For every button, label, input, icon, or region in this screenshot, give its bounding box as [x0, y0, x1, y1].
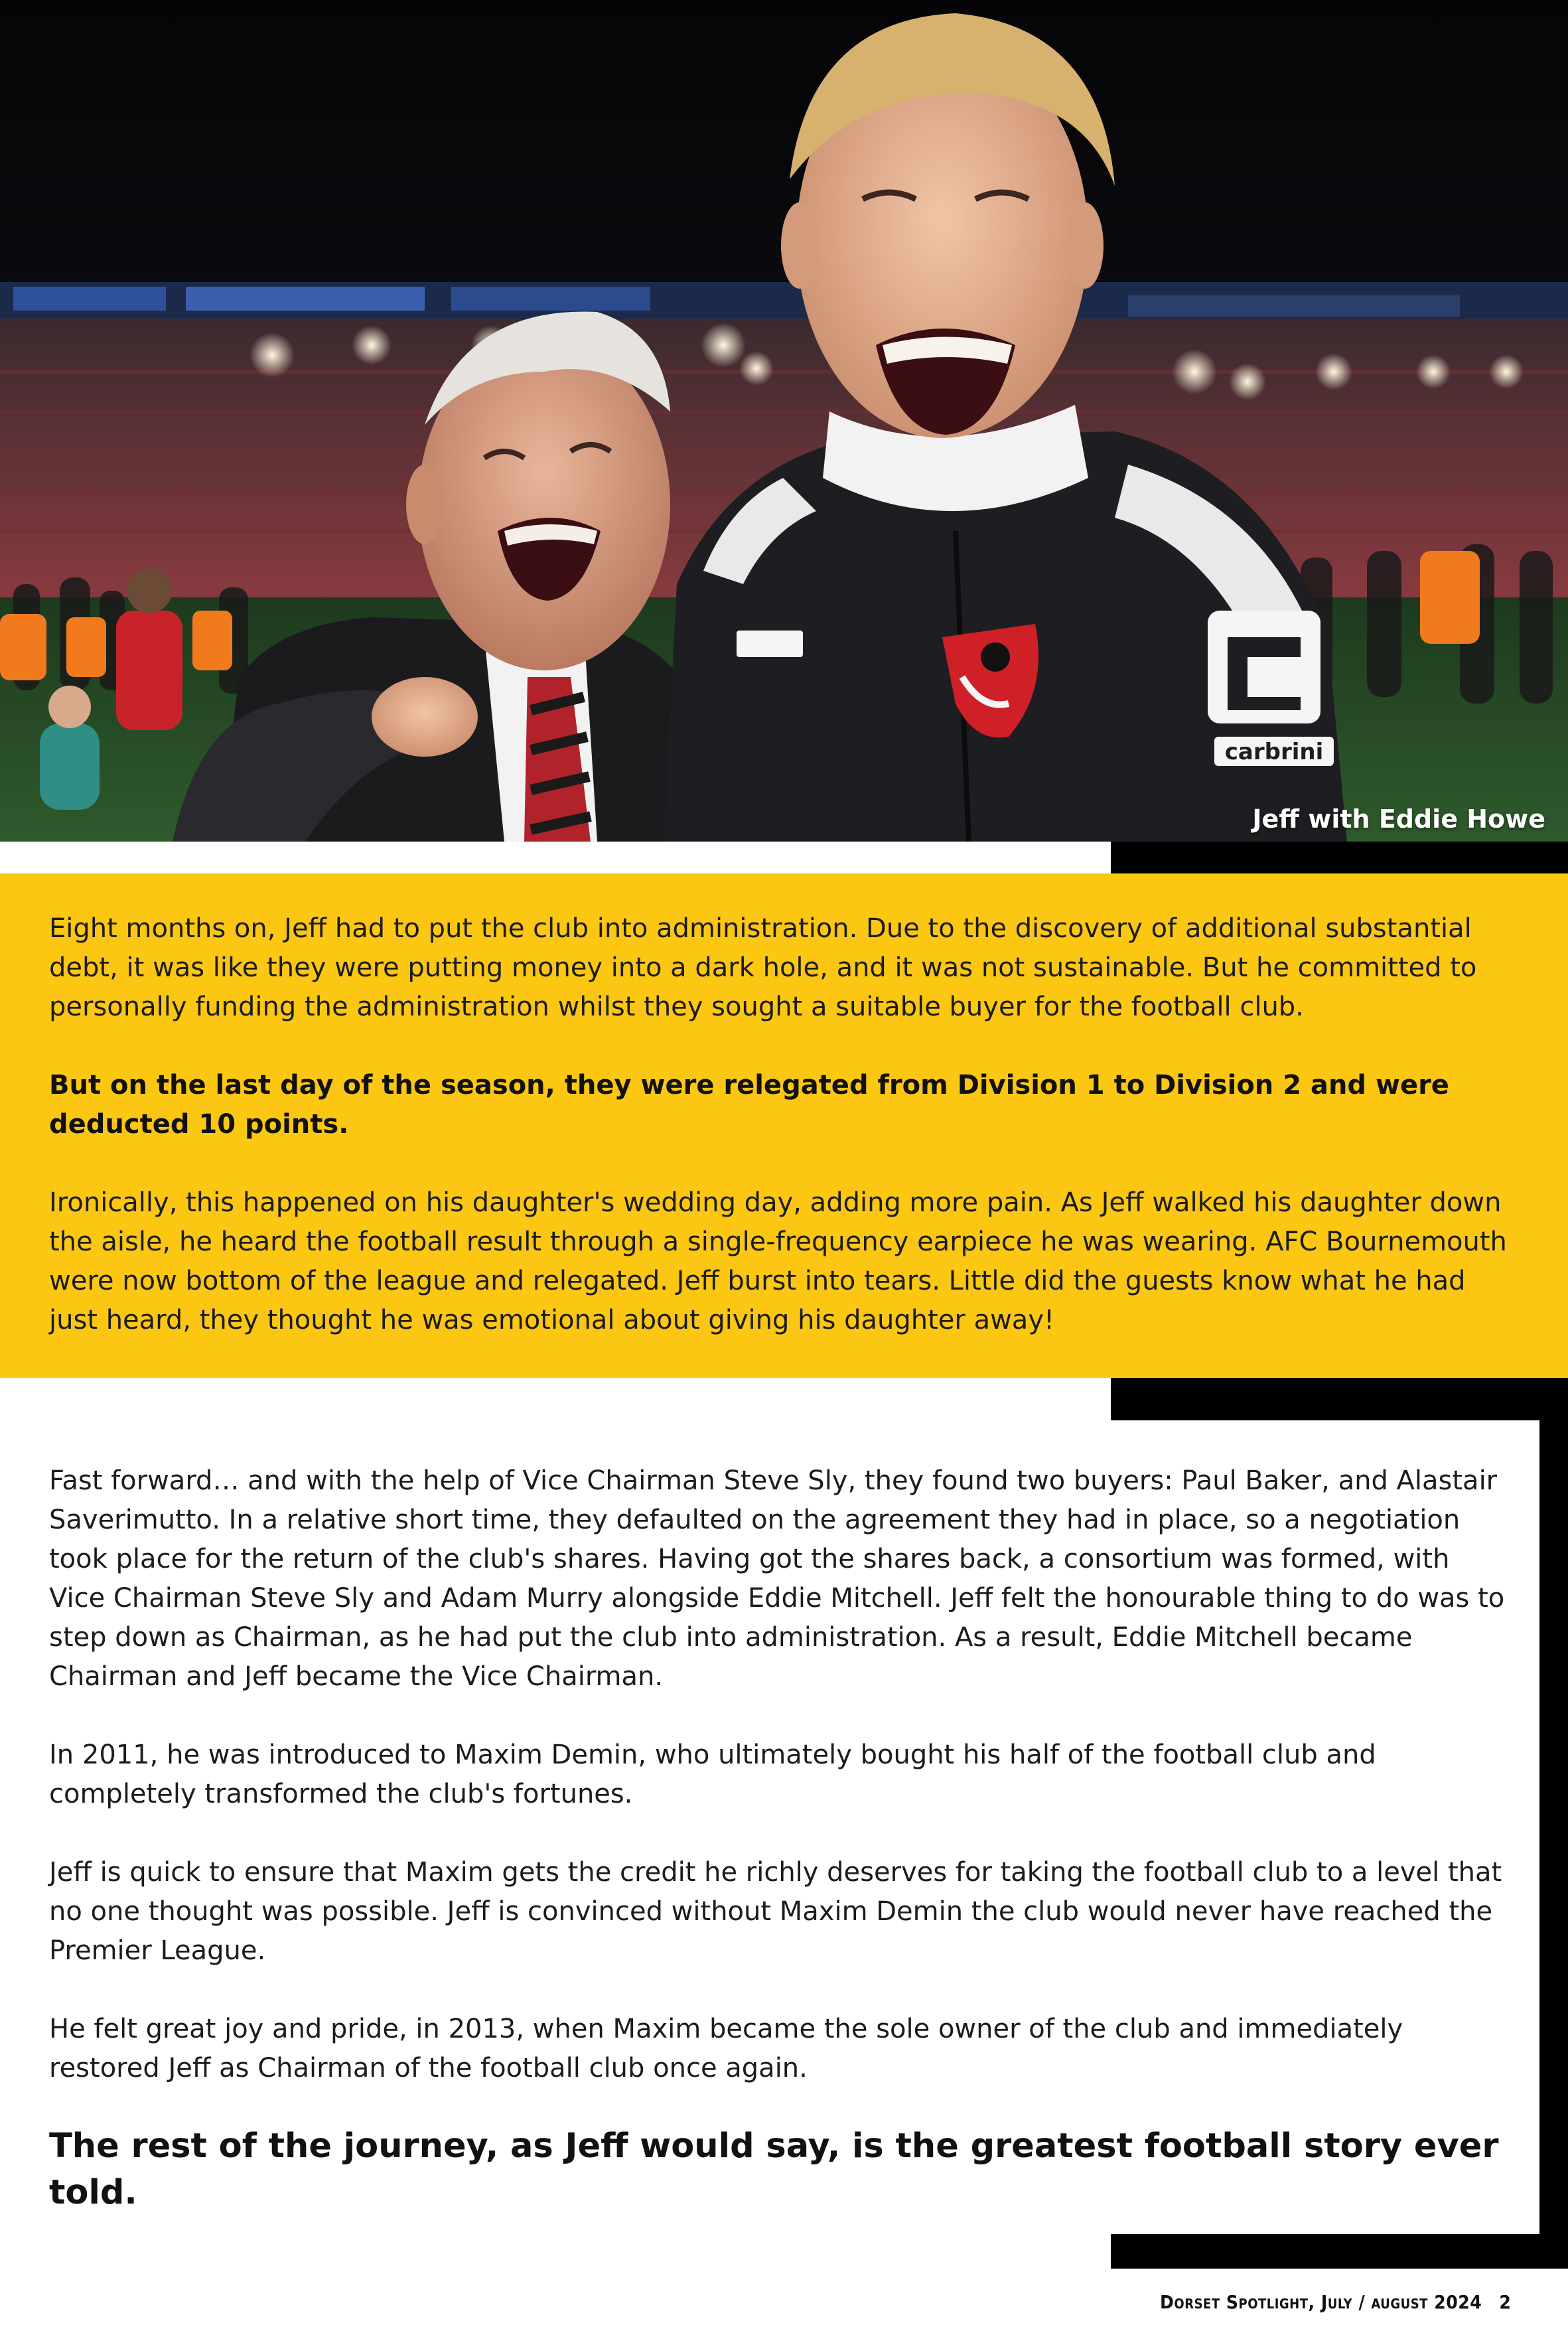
frame-right-rail [1539, 1420, 1568, 2234]
svg-text:carbrini: carbrini [1224, 739, 1324, 765]
highlight-paragraph: Ironically, this happened on his daughter's wedding day, adding more pain. As Jeff walked his daughter down the aisle, he heard the football result through a single-frequency earpiece he was wearing. AFC Bournemouth were now bottom of the league and relegated. Jeff burst into tears. Little did the guests know what he had just heard, they thought he was emotional about giving his daughter away! [49, 1187, 1507, 1335]
frame-block-mid [1111, 1378, 1568, 1420]
celebration-photo-illustration [0, 0, 1568, 842]
highlight-paragraph: Eight months on, Jeff had to put the club into administration. Due to the discovery of additional substantial debt, it was like they were putting money into a dark hole, and it was not sustainable. But he committed to personally funding the administration whilst they sought a suitable buyer for the football club. [49, 913, 1477, 1022]
body-paragraph: In 2011, he was introduced to Maxim Demin, who ultimately bought his half of the football club and completely transformed the club's fortunes. [49, 1740, 1376, 1809]
highlight-box [0, 873, 1568, 1378]
page-number: 2 [1499, 2291, 1512, 2313]
closing-statement: The rest of the journey, as Jeff would say, is the greatest football story ever told. [49, 2127, 1499, 2212]
body-paragraph: He felt great joy and pride, in 2013, when Maxim became the sole owner of the club and immediately restored Jeff as Chairman of the football club once again. [49, 2014, 1403, 2083]
body-paragraph: Fast forward… and with the help of Vice Chairman Steve Sly, they found two buyers: Paul Baker, and Alastair Saverimutto. In a relative short time, they defaulted on the agreement they had in place, so a negotiation took place for the return of the club's shares. Having got the shares back, a consortium was formed, with Vice Chairman Steve Sly and Adam Murry alongside Eddie Mitchell. Jeff felt the honourable thing to do was to step down as Chairman, as he had put the club into administration. As a result, Eddie Mitchell became Chairman and Jeff became the Vice Chairman. [49, 1465, 1505, 1692]
hero-photo [0, 0, 1568, 842]
photo-caption: Jeff with Eddie Howe [1252, 804, 1545, 834]
highlight-text [49, 909, 1522, 1379]
body-paragraph: Jeff is quick to ensure that Maxim gets the credit he richly deserves for taking the football club to a level that no one thought was possible. Jeff is convinced without Maxim Demin the club would never have reached the Premier League. [49, 1857, 1502, 1966]
frame-block-top [1111, 842, 1568, 873]
publication-name: Dorset Spotlight, July / august 2024 [1160, 2291, 1482, 2313]
cb-logo-icon [1208, 611, 1320, 723]
highlight-paragraph-bold: But on the last day of the season, they were relegated from Division 1 to Division 2 and were deducted 10 points. [49, 1070, 1449, 1140]
page-footer [1160, 2291, 1545, 2313]
article-body [49, 1462, 1509, 2255]
